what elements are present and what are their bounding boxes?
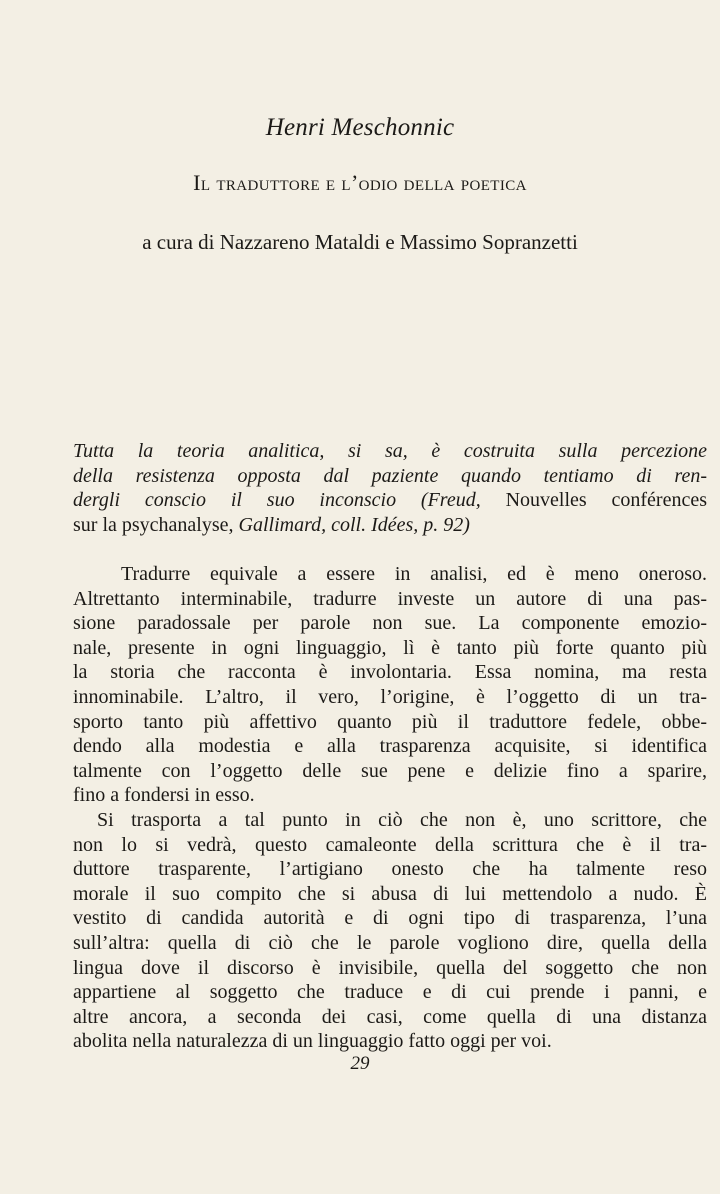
text-line: innominabile. L’altro, il vero, l’origine, è l’oggetto di un tra- [73, 685, 707, 708]
text-line: Si trasporta a tal punto in ciò che non è, uno scrittore, che [97, 808, 707, 831]
text-line: nale, presente in ogni linguaggio, lì è tanto più forte quanto più [73, 636, 707, 659]
text-line: non lo si vedrà, questo camaleonte della scrittura che è il tra- [73, 833, 707, 856]
epigraph-line [73, 513, 707, 538]
epigraph [73, 439, 707, 537]
epigraph-line: Tutta la teoria analitica, si sa, è costruita sulla percezione [73, 440, 707, 462]
text-line: sporto tanto più affettivo quanto più il traduttore fedele, obbe- [73, 710, 707, 733]
page-number: 29 [350, 1053, 370, 1074]
text-line: appartiene al soggetto che traduce e di cui prende i panni, e [73, 981, 707, 1004]
text-line: vestito di candida autorità e di ogni tipo di trasparenza, l’una [73, 907, 707, 930]
text-line: sull’altra: quella di ciò che le parole vogliono dire, quella della [73, 931, 707, 954]
text-line: Tradurre equivale a essere in analisi, ed è meno oneroso. [121, 563, 707, 585]
book-title-part: sur la psychanalyse, [73, 513, 234, 536]
text-line: abolita nella naturalezza di un linguaggio fatto oggi per voi. [73, 1030, 552, 1053]
main-text [73, 562, 707, 1054]
text-line: sione paradossale per parole non sue. La componente emozio- [73, 612, 707, 635]
book-title-part: Nouvelles conférences [505, 489, 708, 511]
text-line: altre ancora, a seconda dei casi, come quella di una distanza [73, 1005, 707, 1028]
author-name: Henri Meschonnic [265, 114, 455, 141]
epigraph-line: della resistenza opposta dal paziente quando tentiamo di ren- [73, 464, 707, 487]
epigraph-line [73, 488, 707, 513]
text-line: morale il suo compito che si abusa di lui mettendolo a nudo. È [73, 882, 707, 905]
citation-tail: Gallimard, coll. Idées, p. 92) [238, 513, 470, 536]
text-line: fino a fondersi in esso. [73, 784, 255, 807]
epigraph-text: dergli conscio il suo inconscio (Freud, [73, 489, 481, 511]
text-line: la storia che racconta è involontaria. Essa nomina, ma resta [73, 661, 707, 684]
text-line: dendo alla modestia e alla trasparenza acquisite, si identifica [73, 735, 707, 758]
chapter-title: Il traduttore e l’odio della poetica [193, 170, 527, 195]
editors-line: a cura di Nazzareno Mataldi e Massimo Sopranzetti [142, 230, 578, 254]
text-line: talmente con l’oggetto delle sue pene e delizie fino a sparire, [73, 759, 707, 782]
text-line: duttore trasparente, l’artigiano onesto che ha talmente reso [73, 858, 707, 881]
text-line: Altrettanto interminabile, tradurre investe un autore di una pas- [73, 587, 707, 610]
text-line: lingua dove il discorso è invisibile, quella del soggetto che non [73, 956, 707, 979]
